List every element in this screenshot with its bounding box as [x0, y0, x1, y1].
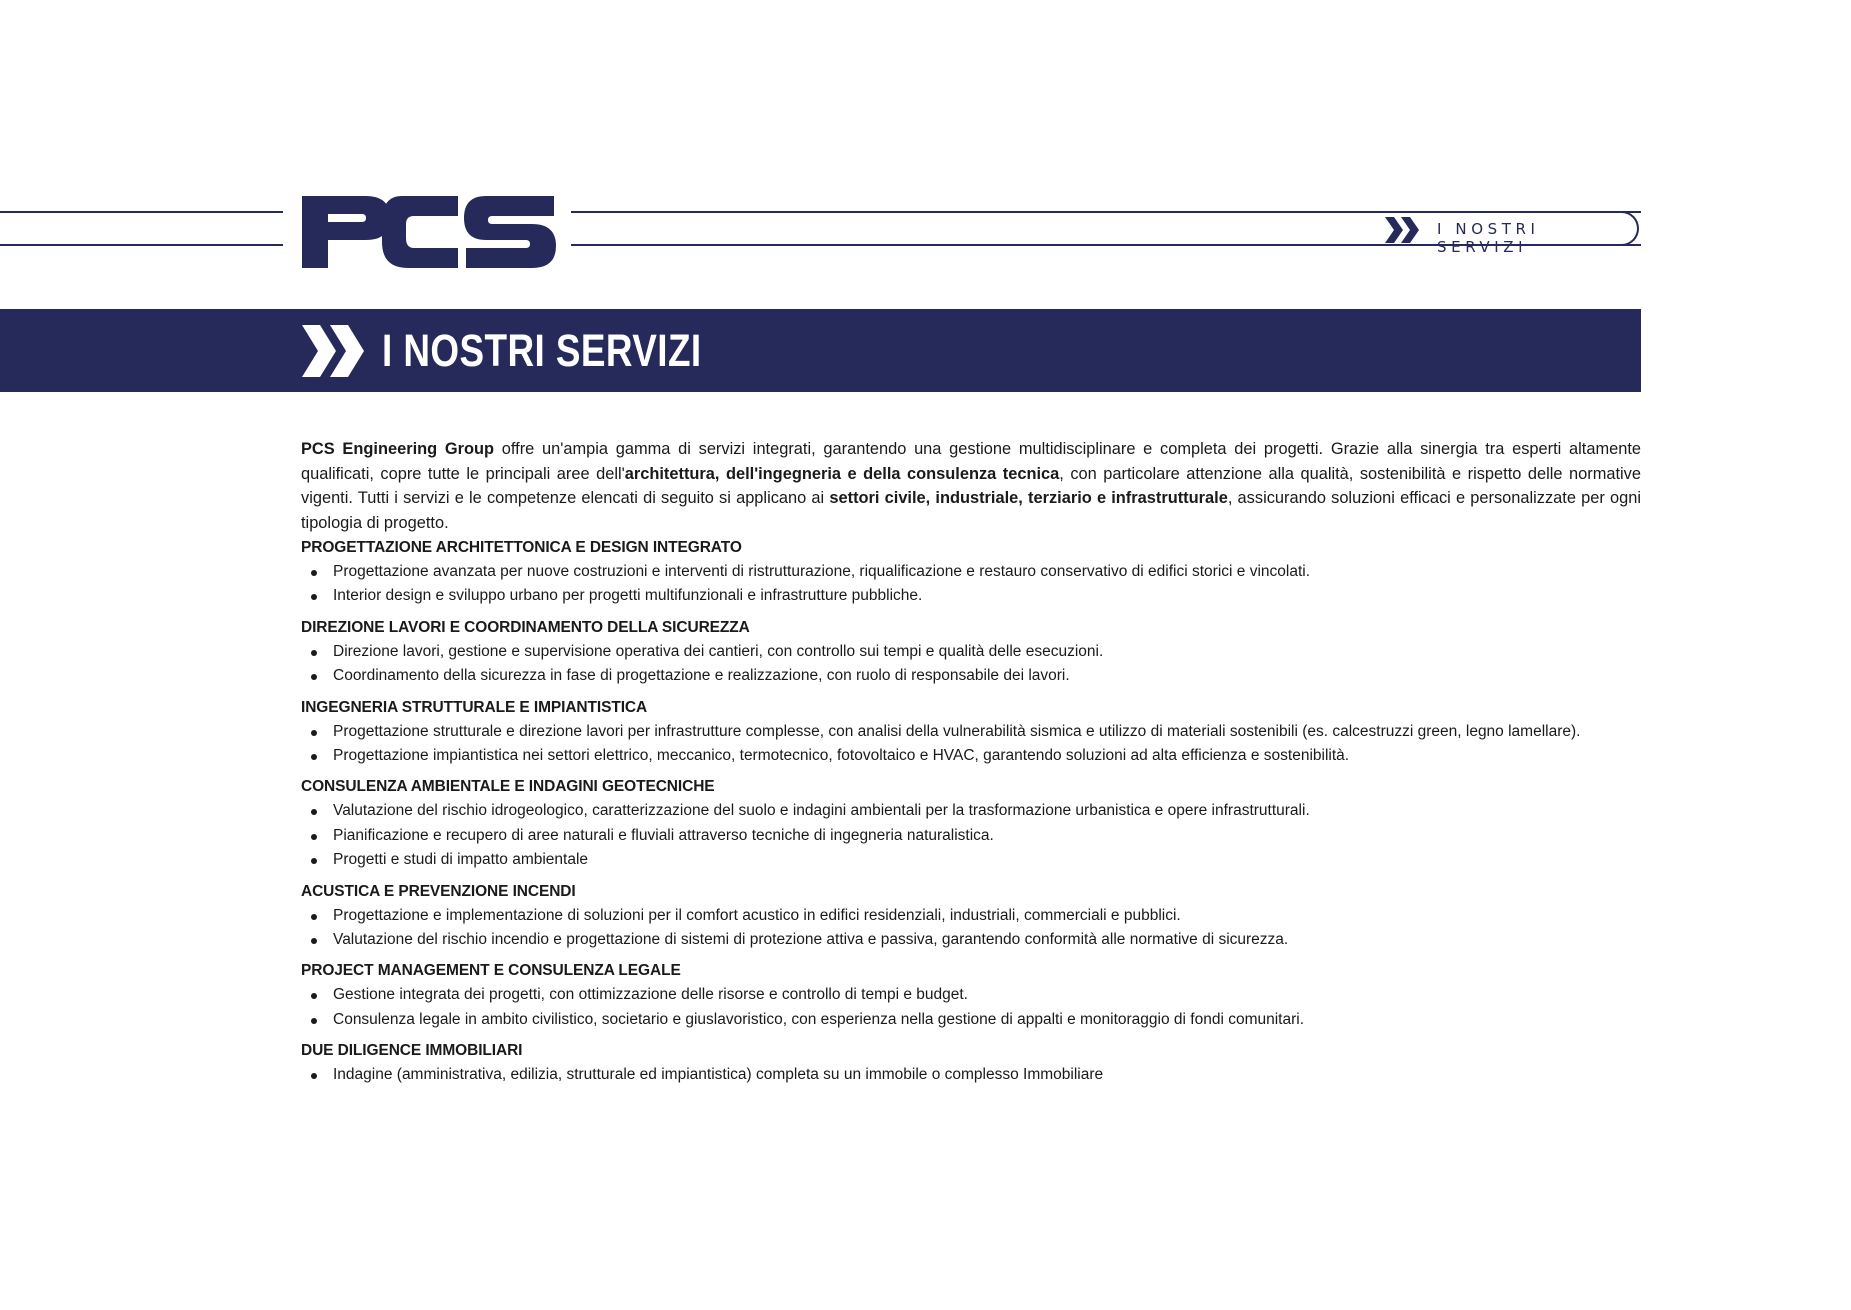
- list-item: [301, 824, 1641, 848]
- service-section-title: DUE DILIGENCE IMMOBILIARI: [301, 1042, 523, 1060]
- service-bullet-list: [301, 1063, 1641, 1087]
- list-item-text: Pianificazione e recupero di aree naturali e fluviali attraverso tecniche di ingegneria naturalistica.: [333, 826, 994, 844]
- bullet-icon: [311, 858, 317, 864]
- list-item-text: Progettazione impiantistica nei settori elettrico, meccanico, termotecnico, fotovoltaico e HVAC, garantendo soluzioni ad alta efficienza e sostenibilità.: [333, 747, 1350, 765]
- service-bullet-list: [301, 560, 1641, 609]
- service-bullet-list: [301, 983, 1641, 1032]
- list-item-text: Progettazione avanzata per nuove costruzioni e interventi di ristrutturazione, riqualificazione e restauro conservativo di edifici storici e vincolati.: [333, 563, 1310, 580]
- list-item-text: Progetti e studi di impatto ambientale: [333, 851, 589, 869]
- bullet-icon: [311, 674, 317, 680]
- bullet-icon: [311, 914, 317, 920]
- service-bullet-list: [301, 904, 1641, 953]
- list-item: [301, 928, 1641, 952]
- double-chevron-icon: [300, 325, 366, 377]
- service-section-title: PROJECT MANAGEMENT E CONSULENZA LEGALE: [301, 962, 681, 980]
- list-item: [301, 664, 1641, 688]
- list-item: [301, 584, 1641, 608]
- list-item-text: Consulenza legale in ambito civilistico, societario e giuslavoristico, con esperienza nella gestione di appalti e monitoraggio di fondi comunitari.: [333, 1010, 1305, 1028]
- intro-text: offre un'ampia gamma di servizi integrati, garantendo una gestione multidisciplinare e completa dei progetti. Grazie alla sinergia tra esperti altamente qualificati, copre tutte le principali aree dell': [301, 440, 1641, 483]
- service-bullet-list: [301, 640, 1641, 689]
- intro-highlight: settori civile, industriale, terziario e infrastrutturale: [829, 489, 1228, 507]
- intro-text: , assicurando soluzioni efficaci e personalizzate per ogni tipologia di progetto.: [301, 489, 1642, 532]
- service-section: [301, 616, 1641, 689]
- intro-highlight: architettura, dell'ingegneria e della consulenza tecnica: [624, 464, 1060, 483]
- bullet-icon: [311, 1073, 317, 1079]
- service-section: [301, 959, 1641, 1032]
- intro-text: , con particolare attenzione alla qualità, sostenibilità e rispetto delle normative vigenti. Tutti i servizi e le competenze elencati di seguito si applicano ai: [301, 464, 1641, 507]
- list-item: [301, 799, 1641, 823]
- list-item-text: Interior design e sviluppo urbano per progetti multifunzionali e infrastrutture pubbliche.: [333, 587, 923, 605]
- intro-paragraph: [301, 437, 1641, 535]
- list-item-text: Gestione integrata dei progetti, con ottimizzazione delle risorse e controllo di tempi e budget.: [333, 986, 968, 1004]
- service-section-title: DIREZIONE LAVORI E COORDINAMENTO DELLA SICUREZZA: [301, 618, 750, 636]
- list-item-text: Progettazione strutturale e direzione lavori per infrastrutture complesse, con analisi della vulnerabilità sismica e utilizzo di materiali sostenibili (es. calcestruzzi green, legno lamellare).: [333, 722, 1581, 740]
- list-item: [301, 560, 1641, 584]
- list-item-text: Progettazione e implementazione di soluzioni per il comfort acustico in edifici residenziali, industriali, commerciali e pubblici.: [333, 906, 1181, 924]
- page-title: I NOSTRI SERVIZI: [382, 325, 702, 376]
- service-section-title: ACUSTICA E PREVENZIONE INCENDI: [301, 882, 576, 900]
- bullet-icon: [311, 809, 317, 815]
- list-item-text: Valutazione del rischio incendio e progettazione di sistemi di protezione attiva e passiva, garantendo conformità alle normative di sicurezza.: [333, 931, 1289, 949]
- service-section: [301, 775, 1641, 872]
- service-section: [301, 880, 1641, 953]
- bullet-icon: [311, 993, 317, 999]
- section-tag-label: I NOSTRI SERVIZI: [1437, 220, 1540, 256]
- bullet-icon: [311, 1018, 317, 1024]
- list-item: [301, 983, 1641, 1007]
- bullet-icon: [311, 570, 317, 576]
- list-item-text: Indagine (amministrativa, edilizia, strutturale ed impiantistica) completa su un immobile o complesso Immobiliare: [333, 1066, 1104, 1084]
- list-item: [301, 1063, 1641, 1087]
- list-item: [301, 904, 1641, 928]
- list-item: [301, 1008, 1641, 1032]
- service-section: [301, 536, 1641, 609]
- list-item-text: Direzione lavori, gestione e supervisione operativa dei cantieri, con controllo sui tempi e qualità delle esecuzioni.: [333, 642, 1104, 660]
- service-section-title: INGEGNERIA STRUTTURALE E IMPIANTISTICA: [301, 698, 648, 716]
- intro-company-name: PCS Engineering Group: [301, 440, 495, 458]
- bullet-icon: [311, 754, 317, 760]
- service-section: [301, 696, 1641, 769]
- bullet-icon: [311, 730, 317, 736]
- list-item: [301, 744, 1641, 768]
- list-item-text: Coordinamento della sicurezza in fase di progettazione e realizzazione, con ruolo di responsabile dei lavori.: [333, 667, 1070, 685]
- title-banner: [0, 309, 1641, 392]
- section-tag: [1371, 211, 1639, 256]
- list-item-text: Valutazione del rischio idrogeologico, caratterizzazione del suolo e indagini ambientali per la trasformazione urbanistica e opere infrastrutturali.: [333, 802, 1310, 820]
- bullet-icon: [311, 594, 317, 600]
- list-item: [301, 848, 1641, 872]
- services-list: [301, 536, 1641, 1095]
- double-chevron-icon: [1383, 217, 1423, 243]
- list-item: [301, 640, 1641, 664]
- service-section-title: PROGETTAZIONE ARCHITETTONICA E DESIGN INTEGRATO: [301, 539, 742, 556]
- bullet-icon: [311, 834, 317, 840]
- header-rule-left: [0, 211, 283, 246]
- bullet-icon: [311, 938, 317, 944]
- service-section-title: CONSULENZA AMBIENTALE E INDAGINI GEOTECNICHE: [301, 778, 715, 796]
- service-bullet-list: [301, 799, 1641, 872]
- service-section: [301, 1039, 1641, 1087]
- service-bullet-list: [301, 720, 1641, 769]
- list-item: [301, 720, 1641, 744]
- bullet-icon: [311, 650, 317, 656]
- pcs-logo: [300, 188, 556, 270]
